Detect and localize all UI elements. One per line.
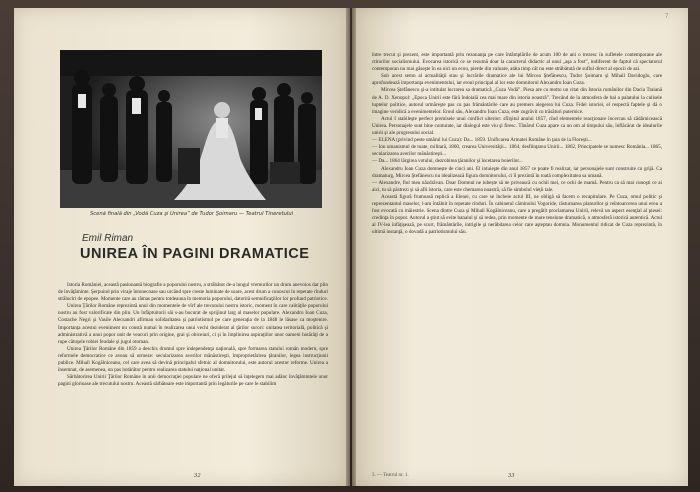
dialogue-line: — Ion umanismul de toate, militară, 1860, crearea Universităţii... 1864, desfiinţarea Unirii... 1862, Principatele se numesc România... 1865, secularizarea averilor mănăstireşti... bbox=[372, 144, 662, 158]
article-title: UNIREA ÎN PAGINI DRAMATICE bbox=[80, 246, 310, 262]
dialogue-line: — ELENA (privind peste umărul lui Cuza): Da... 1859. Unificarea Armatei Române în ţara de la Florești... bbox=[372, 137, 592, 144]
left-paragraph: Istoria României, această pasionantă biografie a poporului nostru, a străbătut de-a lungul vremurilor un drum anevoios dar plin de învăţăminte. Şerpuind prin viraje întunecoase sau urcând spre creste luminate de soare, acest drum a cunoscut în repetate rînduri străluciri de epopee. Momente care au rămas pentru totdeauna în memoria poporului, datorită semnificaţiilor lor profund patriotice. bbox=[58, 282, 328, 303]
printer-signature: 3. — Teatrul nr. 1. bbox=[372, 473, 409, 478]
article-author: Emil Riman bbox=[82, 233, 134, 244]
left-column-text bbox=[58, 282, 328, 468]
photo-caption: Scenă finală din „Vodă Cuza şi Unirea” de Tudor Şoimaru — Teatrul Tineretului bbox=[90, 211, 294, 217]
dialogue-line: — Alexandre, fiul meu năzdrăvan. Doar Domnul ne iubește să ne privească cu ochii mei, ce ochi de mamă. Pentru ca să mai cunoşti ce ai aici, tu să păstrezi şi să afli istoria, care este chemarea noastră, să fie simbolul vieţii tale. bbox=[372, 179, 662, 193]
page-number-right: 33 bbox=[508, 472, 515, 479]
right-column-text bbox=[372, 52, 662, 470]
left-paragraph: Unirea Ţărilor Române din 1859 a deschis drumul spre independenţa naţională, spre formarea statului român modern, spre reformele democratice ce aveau să urmeze: secularizarea averilor mănăstireşti, împroprietărirea ţăranilor, legea instrucţiunii publice. Mihail Kogălniceanu, cel care avea să devină principalul sfetnic al domnitorului, este autorul acestor reforme. Unirea a însemnat, de asemenea, un pas hotărâtor pentru realizarea statului naţional unitar. bbox=[58, 345, 328, 374]
right-paragraph: Actul I stabileşte perfect premisele unui conflict ulterior: sfîrşitul anului 1857, cînd elementele reacţionare încercau să zădărnicească Unirea. Personajele sunt bine conturate, iar dialogul este viu şi firesc. Tânărul Cuza apare ca un om al timpului său, înflăcărat de idealurile unirii şi ale progresului social. bbox=[372, 115, 662, 137]
book-gutter bbox=[346, 8, 356, 486]
left-paragraph: Unirea Ţărilor Române reprezintă unul din momentele de vîrf ale trecutului nostru istoric, moment în care calităţile poporului nostru au fost valorificate din plin. Un înfăptuitorii săi s-au bucurat de sprijinul larg al maselor populare. Alexandru Ioan Cuza, Costache Negri şi Vasile Alecsandri afirmau solidaritatea şi patriotismul pe care generaţia de la 1848 le lăsase ca moştenire. Importanţa acestui eveniment nu constă numai în realizarea unui vechi deziderat al ţărilor surori: unitatea teritorială, politică şi administrativă a unui popor unit de veacuri prin origine, grai şi obiceiuri, ci şi în împlinirea aspiraţiilor unor oameni hotărâţi de a rupe cătuşele robiei feudale şi jugul otoman. bbox=[58, 303, 328, 345]
left-paragraph: Sărbătorirea Unirii Ţărilor Române în anii democraţiei populare ne oferă prilejul să înţelegem mai adânc învăţămintele unor pagini glorioase ale trecutului nostru. Această sărbătoare este importantă prin legăturile pe care le stabilim bbox=[58, 374, 328, 388]
page-number-left: 32 bbox=[194, 472, 201, 479]
dialogue-line: — Da... 1864 lărgirea votului, dezrobirea ţăranilor şi încetarea boierilor... bbox=[372, 158, 523, 165]
stage-photo bbox=[60, 50, 322, 208]
right-paragraph: între trecut şi prezent, este importantă prin rezonanţa pe care întâmplările de acum 100 de ani o trezesc în sufletele contemporane ale ctitorilor socialismului. Evocarea istorică ce se rezumă doar la caracterul didactic al unui „aşa a fost”, indiferent de faptul că spectatorul contemporan nu mai găseşte în ea nici un ecou, pierde din valoare, atâta timp cât nu este străbătută de suflul direct al epocii de azi. bbox=[372, 52, 662, 73]
pencil-mark: 7 bbox=[665, 14, 669, 20]
right-paragraph: Sub acest semn al actualităţii stau şi lucrările dramatice ale lui Mircea Ştefănescu, Tudor Şoimaru şi Mihail Davidoglu, care aprofundează importanţa evenimentului, iar eroul principal al lor este domnitorul Alexandru Ioan Cuza. bbox=[372, 73, 662, 87]
right-paragraph: Mircea Ştefănescu şi-a intitulat lucrarea sa dramatică „Cuza Vodă”. Piesa are ca motto un citat din Istoria românilor din Dacia Traiană de A. D. Xenopol: „Epoca Unirii este fără îndoială cea mai mare din istoria noastră”. Trecând de la atmosfera de bal a palatului la culisele luptelor politice, autorul urmăreşte pas cu pas frământările care au premers alegerea lui Cuza. Fidel istoriei, el respectă faptele şi dă o imagine veridică a evenimentelor. Eroul său, Alexandru Ioan Cuza, este zugrăvit cu trăsături puternice. bbox=[372, 87, 662, 115]
right-paragraph: Această figură frumoasă replică a Elenei, cu care se încheie actul III, ne obligă să facem o recapitulare. Pe Cuza, omul politic şi reprezentantul maselor, l-am întâlnit în repetate rînduri. În cabinetul căminului Vogoride, răsturnarea planurilor şi reîntoarcerea unui erou a fost evocată cu măiestrie. Scena dintre Cuza şi Mihail Kogălniceanu, care a pregătit proclamarea Unirii, relevă un aspect esenţial al piesei: credinţa în popor. Autorul a ştiut să evite banalul şi să redea, prin momente de mare tensiune dramatică, o atmosferă istorică autentică. Actul al IV-lea înfăţişează, pe scurt, frământările, intrigile şi nerăbdarea celor care aşteptau domnia. Monumentul ridicat de Cuza reprezintă, în ultimă instanţă, o dovadă a patriotismului său. bbox=[372, 193, 662, 236]
right-paragraph: Alexandru Ioan Cuza domnește de cinci ani. El intuieşte din anul 1857 ce poate fi realizat, iar personajele sunt construite cu grijă. Ca dramaturg, Mircea Ştefănescu nu idealizează figura domnitorului, ci îl prezintă în toată complexitatea sa umană. bbox=[372, 165, 662, 179]
